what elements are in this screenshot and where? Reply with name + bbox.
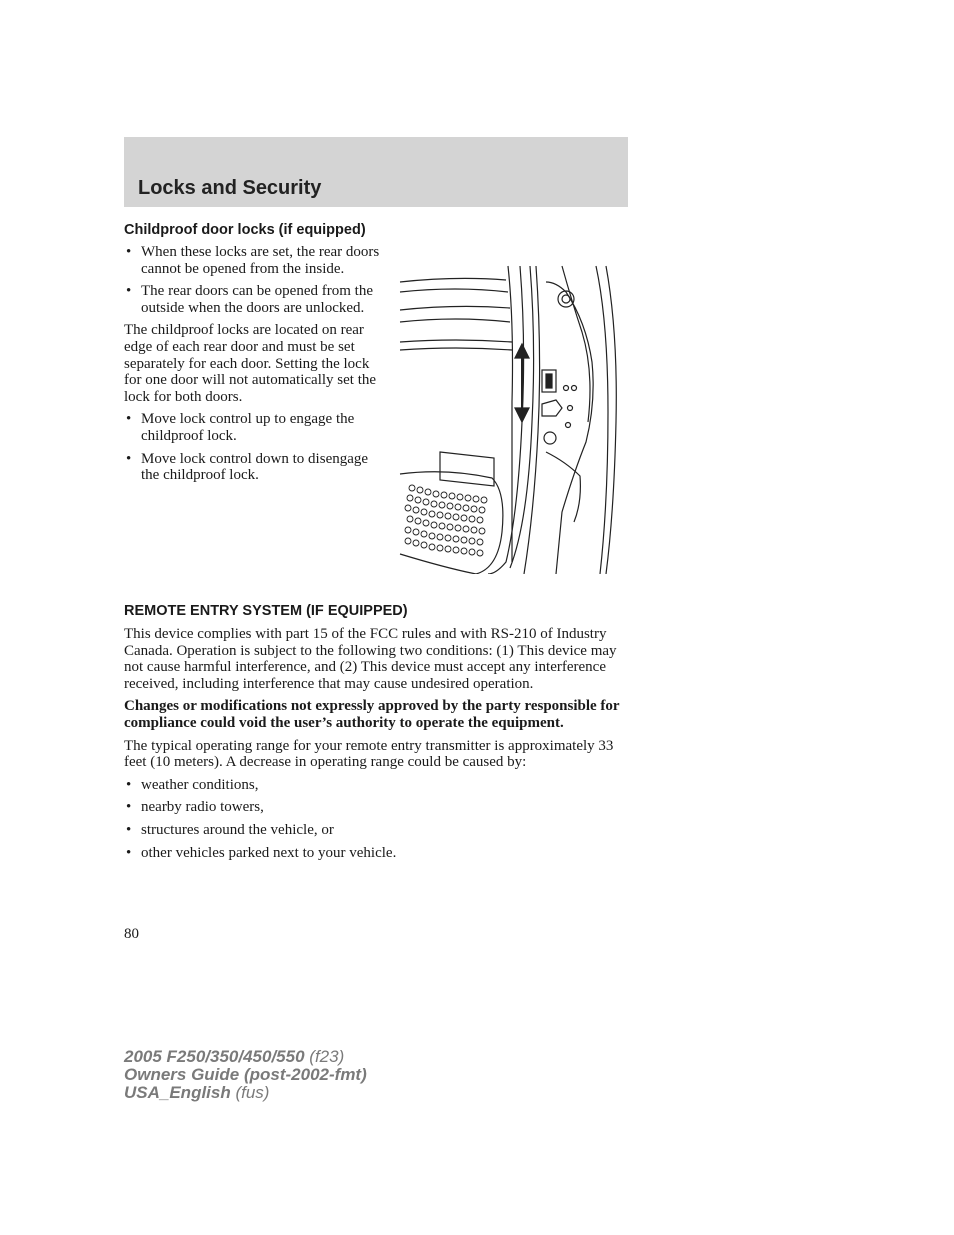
remote-entry-warning: Changes or modifications not expressly approved by the party responsible for compliance could void the user’s authority to operate the equipment. bbox=[124, 698, 620, 731]
list-item: • nearby radio towers, bbox=[124, 799, 628, 816]
speaker-grille-holes bbox=[405, 485, 487, 556]
childproof-heading: Childproof door locks (if equipped) bbox=[124, 222, 366, 238]
document-footer bbox=[124, 1048, 367, 1102]
page-number: 80 bbox=[124, 926, 139, 942]
remote-entry-heading: REMOTE ENTRY SYSTEM (IF EQUIPPED) bbox=[124, 603, 408, 619]
list-item: • other vehicles parked next to your vehicle. bbox=[124, 845, 628, 862]
range-causes-list bbox=[124, 777, 628, 861]
childproof-lock-illustration bbox=[396, 262, 618, 574]
list-item: • structures around the vehicle, or bbox=[124, 822, 628, 839]
list-item: • When these locks are set, the rear doors cannot be opened from the inside. bbox=[124, 244, 386, 277]
remote-entry-paragraph-2: The typical operating range for your remote entry transmitter is approximately 33 feet (10 meters). A decrease in operating range could be caused by: bbox=[124, 737, 614, 771]
childproof-paragraph: The childproof locks are located on rear edge of each rear door and must be set separately for each door. Setting the lock for one door will not automatically set the lock for both doors. bbox=[124, 322, 377, 405]
footer-language: USA_English bbox=[124, 1083, 231, 1102]
childproof-bullets-bottom bbox=[124, 411, 386, 483]
footer-model: 2005 F250/350/450/550 bbox=[124, 1047, 305, 1066]
list-item: • Move lock control down to disengage the childproof lock. bbox=[124, 451, 386, 484]
remote-entry-paragraph-1: This device complies with part 15 of the FCC rules and with RS-210 of Industry Canada. Operation is subject to the following two conditions: (1) This device may not cause harmful interference, and (2) This device must accept any interference received, including interference that may cause undesired operation. bbox=[124, 626, 617, 692]
section-header-band bbox=[124, 137, 628, 207]
remote-entry-text bbox=[124, 626, 628, 861]
list-item: • weather conditions, bbox=[124, 777, 628, 794]
section-title: Locks and Security bbox=[138, 177, 322, 199]
footer-guide: Owners Guide (post-2002-fmt) bbox=[124, 1065, 367, 1084]
list-item: • Move lock control up to engage the childproof lock. bbox=[124, 411, 386, 444]
childproof-text bbox=[124, 244, 386, 484]
footer-language-code: (fus) bbox=[230, 1083, 270, 1102]
list-item: • The rear doors can be opened from the outside when the doors are unlocked. bbox=[124, 283, 386, 316]
childproof-bullets-top bbox=[124, 244, 386, 316]
footer-model-code: (f23) bbox=[304, 1047, 345, 1066]
